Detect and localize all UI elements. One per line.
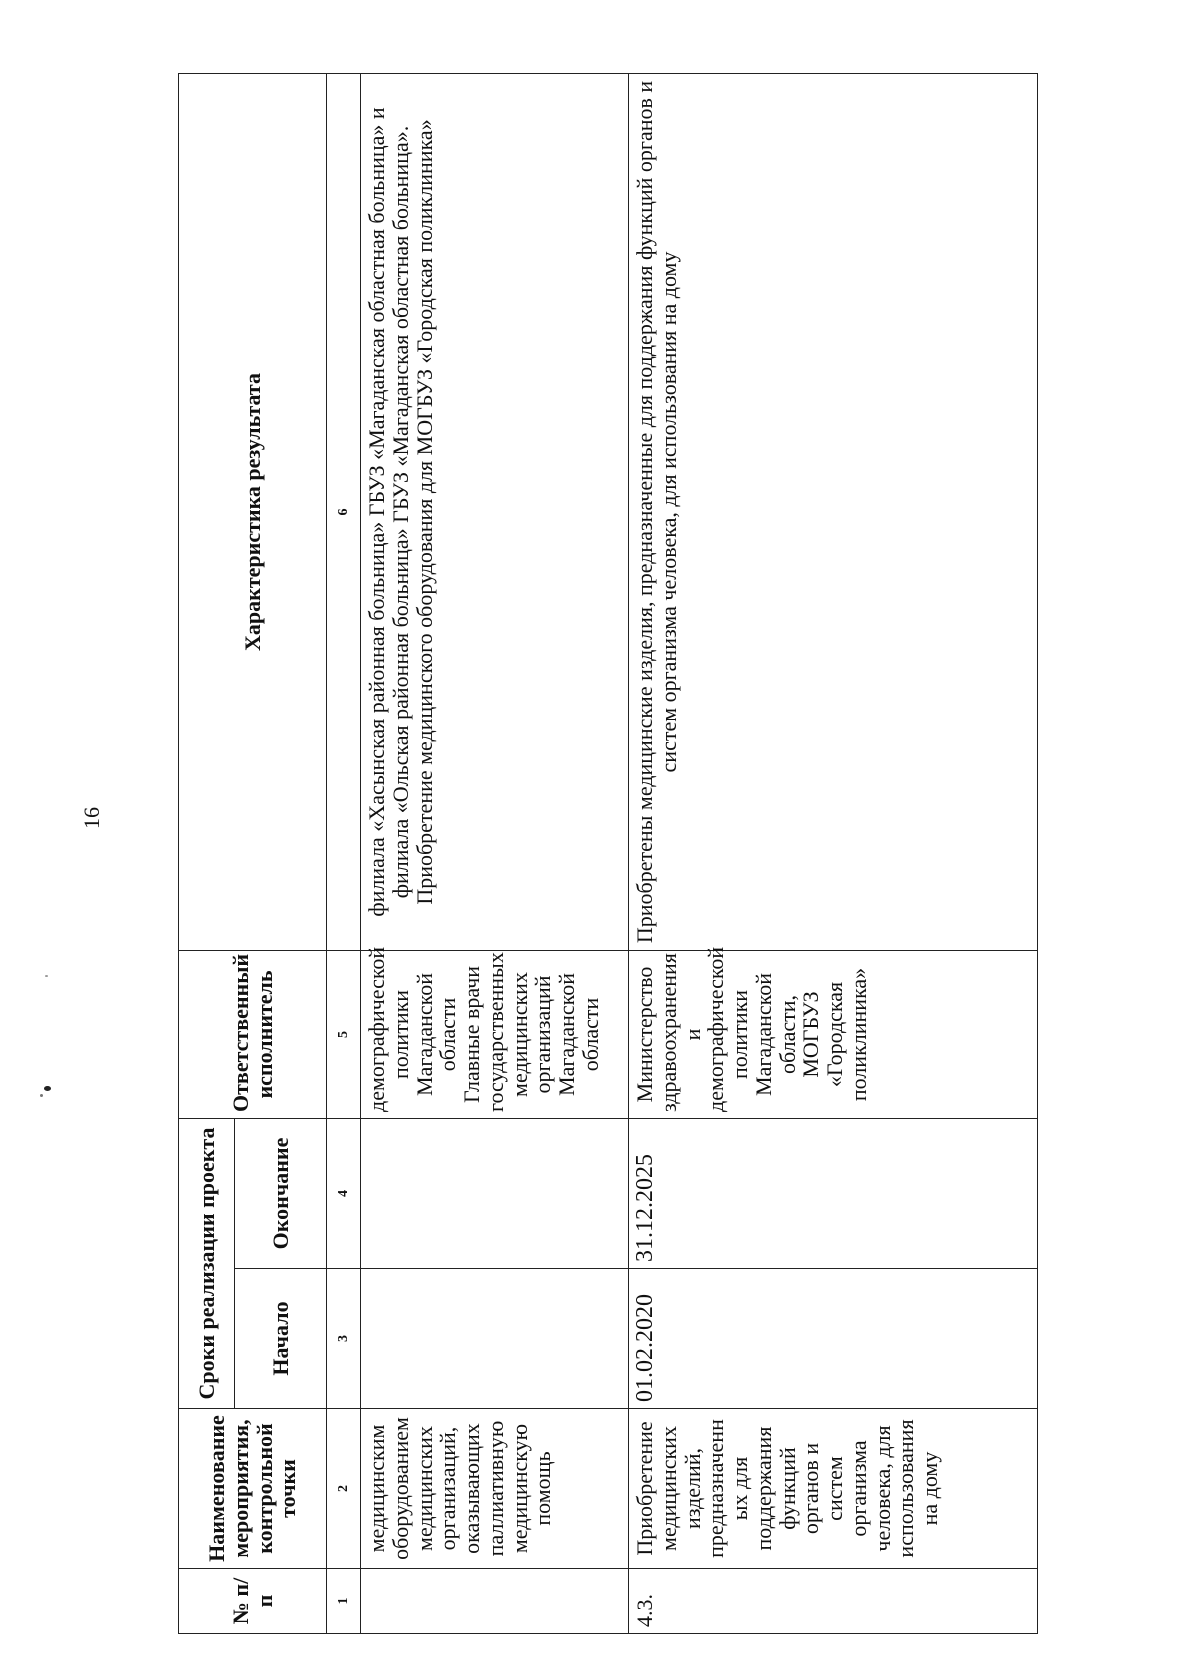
header-responsible: Ответственный исполнитель xyxy=(179,950,327,1118)
result-paragraph: Приобретение медицинского оборудования для МОГБУЗ «Городская поликлиника» xyxy=(411,119,437,905)
row-start xyxy=(361,1269,629,1409)
column-number: 6 xyxy=(327,73,361,950)
header-name: Наименование мероприятия, контрольной точки xyxy=(179,1409,327,1569)
header-period: Сроки реализации проекта xyxy=(179,1118,235,1408)
row-name: Приобретение медицинских изделий, предназначенн ых для поддержания функций органов и систем организма человека, для использования на дому xyxy=(629,1409,1038,1569)
result-paragraph: филиала «Хасынская районная больница» ГБУЗ «Магаданская областная больница» и филиала «Ольская районная больница» ГБУЗ «Магаданская областная больница». xyxy=(364,107,413,917)
row-start: 01.02.2020 xyxy=(629,1269,1038,1409)
header-num: № п/п xyxy=(179,1569,327,1634)
project-table xyxy=(178,73,1038,1634)
scan-speck xyxy=(45,975,48,977)
row-name: медицинским оборудованием медицинских организаций, оказывающих паллиативную медицинскую помощь xyxy=(361,1409,629,1569)
row-responsible: Министерство здравоохранения и демографической политики Магаданской области, МОГБУЗ «Городская поликлиника» xyxy=(629,950,1038,1118)
table-row xyxy=(629,73,1038,1633)
rotated-table-container xyxy=(178,74,1038,1634)
scan-speck xyxy=(44,1086,51,1091)
row-end xyxy=(361,1118,629,1268)
column-number-row xyxy=(327,73,361,1633)
row-end: 31.12.2025 xyxy=(629,1118,1038,1268)
row-num xyxy=(361,1569,629,1634)
header-row xyxy=(179,73,235,1633)
row-result xyxy=(361,73,629,950)
row-num: 4.3. xyxy=(629,1569,1038,1634)
header-end: Окончание xyxy=(235,1118,327,1268)
column-number: 1 xyxy=(327,1569,361,1634)
column-number: 3 xyxy=(327,1269,361,1409)
row-responsible: демографической политики Магаданской области Главные врачи государственных медицинских организаций Магаданской области xyxy=(361,950,629,1118)
result-paragraph: Приобретены медицинские изделия, предназначенные для поддержания функций органов и систем организма человека, для использования на дому xyxy=(632,80,681,944)
column-number: 2 xyxy=(327,1409,361,1569)
page-number: 16 xyxy=(79,807,104,829)
column-number: 5 xyxy=(327,950,361,1118)
scan-speck xyxy=(40,1094,43,1097)
header-start: Начало xyxy=(235,1269,327,1409)
header-result: Характеристика результата xyxy=(179,73,327,950)
row-result xyxy=(629,73,1038,950)
column-number: 4 xyxy=(327,1118,361,1268)
table-row xyxy=(361,73,629,1633)
